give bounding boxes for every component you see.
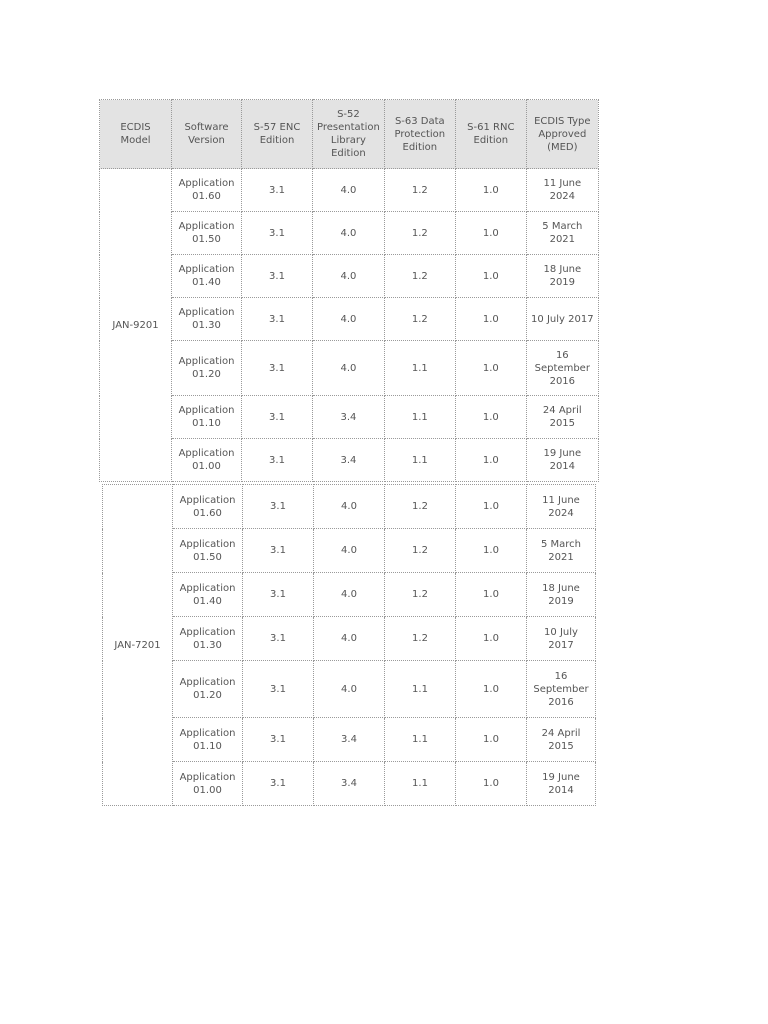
s61-cell: 1.0 <box>455 255 526 298</box>
s61-cell: 1.0 <box>455 298 526 341</box>
software-version-cell: Application 01.30 <box>173 617 243 661</box>
approved-date-cell: 10 July 2017 <box>527 617 596 661</box>
software-version-cell: Application 01.00 <box>172 439 242 482</box>
software-version-cell: Application 01.20 <box>172 341 242 396</box>
approved-date-cell: 11 June 2024 <box>527 485 596 529</box>
group-body <box>100 169 599 482</box>
approved-date-cell: 10 July 2017 <box>526 298 598 341</box>
s52-cell: 4.0 <box>314 617 385 661</box>
approved-date-cell: 5 March 2021 <box>527 529 596 573</box>
s61-cell: 1.0 <box>455 341 526 396</box>
s63-cell: 1.2 <box>384 169 455 212</box>
s52-cell: 3.4 <box>314 762 385 806</box>
table-row <box>103 617 596 661</box>
s63-cell: 1.2 <box>385 573 456 617</box>
header-row <box>100 100 599 169</box>
s61-cell: 1.0 <box>455 439 526 482</box>
s61-cell: 1.0 <box>455 169 526 212</box>
header-ecdis-type-approved: ECDIS Type Approved (MED) <box>526 100 598 169</box>
ecdis-model-cell: JAN-9201 <box>100 169 172 482</box>
s63-cell: 1.1 <box>384 396 455 439</box>
s63-cell: 1.1 <box>385 718 456 762</box>
approved-date-cell: 24 April 2015 <box>526 396 598 439</box>
ecdis-table-jan-9201 <box>99 99 599 482</box>
header-software-version: Software Version <box>172 100 242 169</box>
s61-cell: 1.0 <box>455 212 526 255</box>
table-row <box>103 661 596 718</box>
s52-cell: 4.0 <box>313 341 385 396</box>
header-s57-enc-edition: S-57 ENC Edition <box>242 100 313 169</box>
ecdis-model-cell: JAN-7201 <box>103 485 173 806</box>
s57-cell: 3.1 <box>242 255 313 298</box>
s63-cell: 1.1 <box>384 341 455 396</box>
s57-cell: 3.1 <box>243 617 314 661</box>
s57-cell: 3.1 <box>243 661 314 718</box>
table-row <box>103 718 596 762</box>
s61-cell: 1.0 <box>456 661 527 718</box>
s61-cell: 1.0 <box>456 485 527 529</box>
software-version-cell: Application 01.20 <box>173 661 243 718</box>
s63-cell: 1.2 <box>385 485 456 529</box>
s52-cell: 4.0 <box>314 485 385 529</box>
s63-cell: 1.2 <box>384 212 455 255</box>
s52-cell: 4.0 <box>313 298 385 341</box>
s61-cell: 1.0 <box>456 617 527 661</box>
s57-cell: 3.1 <box>242 169 313 212</box>
s61-cell: 1.0 <box>456 529 527 573</box>
header-s61-rnc-edition: S-61 RNC Edition <box>455 100 526 169</box>
software-version-cell: Application 01.50 <box>173 529 243 573</box>
table-row <box>100 212 599 255</box>
s61-cell: 1.0 <box>456 573 527 617</box>
software-version-cell: Application 01.30 <box>172 298 242 341</box>
software-version-cell: Application 01.60 <box>173 485 243 529</box>
s57-cell: 3.1 <box>243 485 314 529</box>
table-row <box>103 762 596 806</box>
s63-cell: 1.1 <box>385 661 456 718</box>
s57-cell: 3.1 <box>243 762 314 806</box>
approved-date-cell: 18 June 2019 <box>526 255 598 298</box>
s52-cell: 4.0 <box>313 212 385 255</box>
s63-cell: 1.1 <box>385 762 456 806</box>
s63-cell: 1.2 <box>385 529 456 573</box>
s63-cell: 1.2 <box>384 255 455 298</box>
approved-date-cell: 19 June 2014 <box>526 439 598 482</box>
software-version-cell: Application 01.10 <box>173 718 243 762</box>
table-row <box>100 169 599 212</box>
s52-cell: 4.0 <box>314 661 385 718</box>
s57-cell: 3.1 <box>242 439 313 482</box>
software-version-cell: Application 01.40 <box>173 573 243 617</box>
approved-date-cell: 5 March 2021 <box>526 212 598 255</box>
approved-date-cell: 16 September 2016 <box>527 661 596 718</box>
table-row <box>103 485 596 529</box>
s57-cell: 3.1 <box>242 396 313 439</box>
s52-cell: 3.4 <box>313 439 385 482</box>
s52-cell: 4.0 <box>314 529 385 573</box>
s63-cell: 1.1 <box>384 439 455 482</box>
software-version-cell: Application 01.00 <box>173 762 243 806</box>
s57-cell: 3.1 <box>242 212 313 255</box>
table-row <box>100 255 599 298</box>
table-row <box>100 439 599 482</box>
approved-date-cell: 24 April 2015 <box>527 718 596 762</box>
approved-date-cell: 19 June 2014 <box>527 762 596 806</box>
s57-cell: 3.1 <box>243 573 314 617</box>
s52-cell: 4.0 <box>313 169 385 212</box>
table-row <box>100 298 599 341</box>
ecdis-table-jan-7201 <box>102 484 596 806</box>
approved-date-cell: 11 June 2024 <box>526 169 598 212</box>
table-row <box>103 573 596 617</box>
table-row <box>103 529 596 573</box>
header-s52-presentation-library-edition: S-52 Presentation Library Edition <box>313 100 385 169</box>
s52-cell: 4.0 <box>313 255 385 298</box>
s61-cell: 1.0 <box>455 396 526 439</box>
s52-cell: 3.4 <box>314 718 385 762</box>
group-body <box>103 485 596 806</box>
s52-cell: 4.0 <box>314 573 385 617</box>
s57-cell: 3.1 <box>243 718 314 762</box>
s57-cell: 3.1 <box>242 298 313 341</box>
software-version-cell: Application 01.10 <box>172 396 242 439</box>
s57-cell: 3.1 <box>243 529 314 573</box>
approved-date-cell: 18 June 2019 <box>527 573 596 617</box>
s61-cell: 1.0 <box>456 762 527 806</box>
table-row <box>100 341 599 396</box>
s57-cell: 3.1 <box>242 341 313 396</box>
approved-date-cell: 16 September 2016 <box>526 341 598 396</box>
software-version-cell: Application 01.50 <box>172 212 242 255</box>
s63-cell: 1.2 <box>384 298 455 341</box>
table-row <box>100 396 599 439</box>
s61-cell: 1.0 <box>456 718 527 762</box>
header-s63-data-protection-edition: S-63 Data Protection Edition <box>384 100 455 169</box>
software-version-cell: Application 01.60 <box>172 169 242 212</box>
s52-cell: 3.4 <box>313 396 385 439</box>
s63-cell: 1.2 <box>385 617 456 661</box>
header-ecdis-model: ECDIS Model <box>100 100 172 169</box>
software-version-cell: Application 01.40 <box>172 255 242 298</box>
